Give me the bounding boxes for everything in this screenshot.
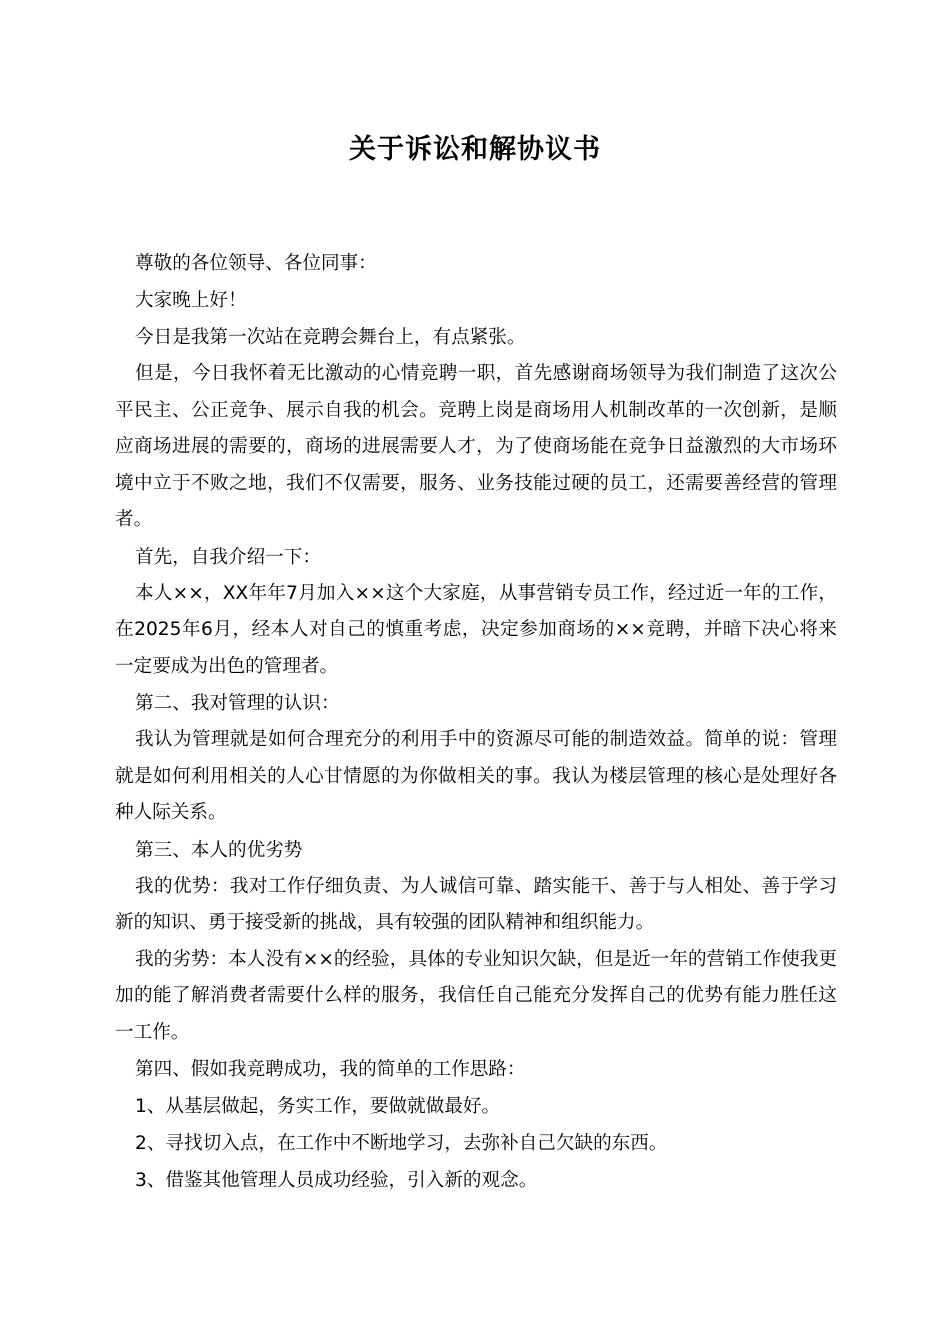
section-heading: 首先，自我介绍一下： [135, 546, 321, 568]
greeting: 大家晚上好！ [135, 290, 247, 311]
section-heading: 第四、假如我竞聘成功，我的简单的工作思路： [135, 1059, 526, 1080]
list-item: 1、从基层做起，务实工作，要做就做最好。 [135, 1096, 501, 1117]
document-title: 关于诉讼和解协议书 [349, 134, 601, 165]
section-heading: 第二、我对管理的认识： [135, 693, 340, 714]
document-body [115, 245, 837, 1199]
list-item: 3、借鉴其他管理人员成功经验，引入新的观念。 [135, 1170, 538, 1191]
paragraph: 本人××，XX年年7月加入××这个大家庭，从事营销专员工作，经过近一年的工作，在2025年6月，经本人对自己的慎重考虑，决定参加商场的××竞聘，并暗下决心将来一定要成为出色的管理者。 [115, 582, 837, 677]
paragraph: 我的劣势：本人没有××的经验，具体的专业知识欠缺，但是近一年的营销工作使我更加的能了解消费者需要什么样的服务，我信任自己能充分发挥自己的优势有能力胜任这一工作。 [115, 948, 837, 1043]
paragraph: 我的优势：我对工作仔细负责、为人诚信可靠、踏实能干、善于与人相处、善于学习新的知识、勇于接受新的挑战，具有较强的团队精神和组织能力。 [115, 875, 837, 933]
section-heading: 第三、本人的优劣势 [135, 839, 303, 861]
salutation: 尊敬的各位领导、各位同事： [135, 253, 377, 274]
paragraph: 今日是我第一次站在竞聘会舞台上，有点紧张。 [135, 327, 526, 348]
paragraph: 但是，今日我怀着无比激动的心情竞聘一职，首先感谢商场领导为我们制造了这次公平民主、公正竞争、展示自我的机会。竞聘上岗是商场用人机制改革的一次创新，是顺应商场进展的需要的，商场的进展需要人才，为了使商场能在竞争日益激烈的大市场环境中立于不败之地，我们不仅需要，服务、业务技能过硬的员工，还需要善经营的管理者。 [115, 363, 837, 530]
paragraph: 我认为管理就是如何合理充分的利用手中的资源尽可能的制造效益。简单的说：管理就是如何利用相关的人心甘情愿的为你做相关的事。我认为楼层管理的核心是处理好各种人际关系。 [115, 729, 837, 823]
list-item: 2、寻找切入点，在工作中不断地学习，去弥补自己欠缺的东西。 [135, 1133, 668, 1154]
